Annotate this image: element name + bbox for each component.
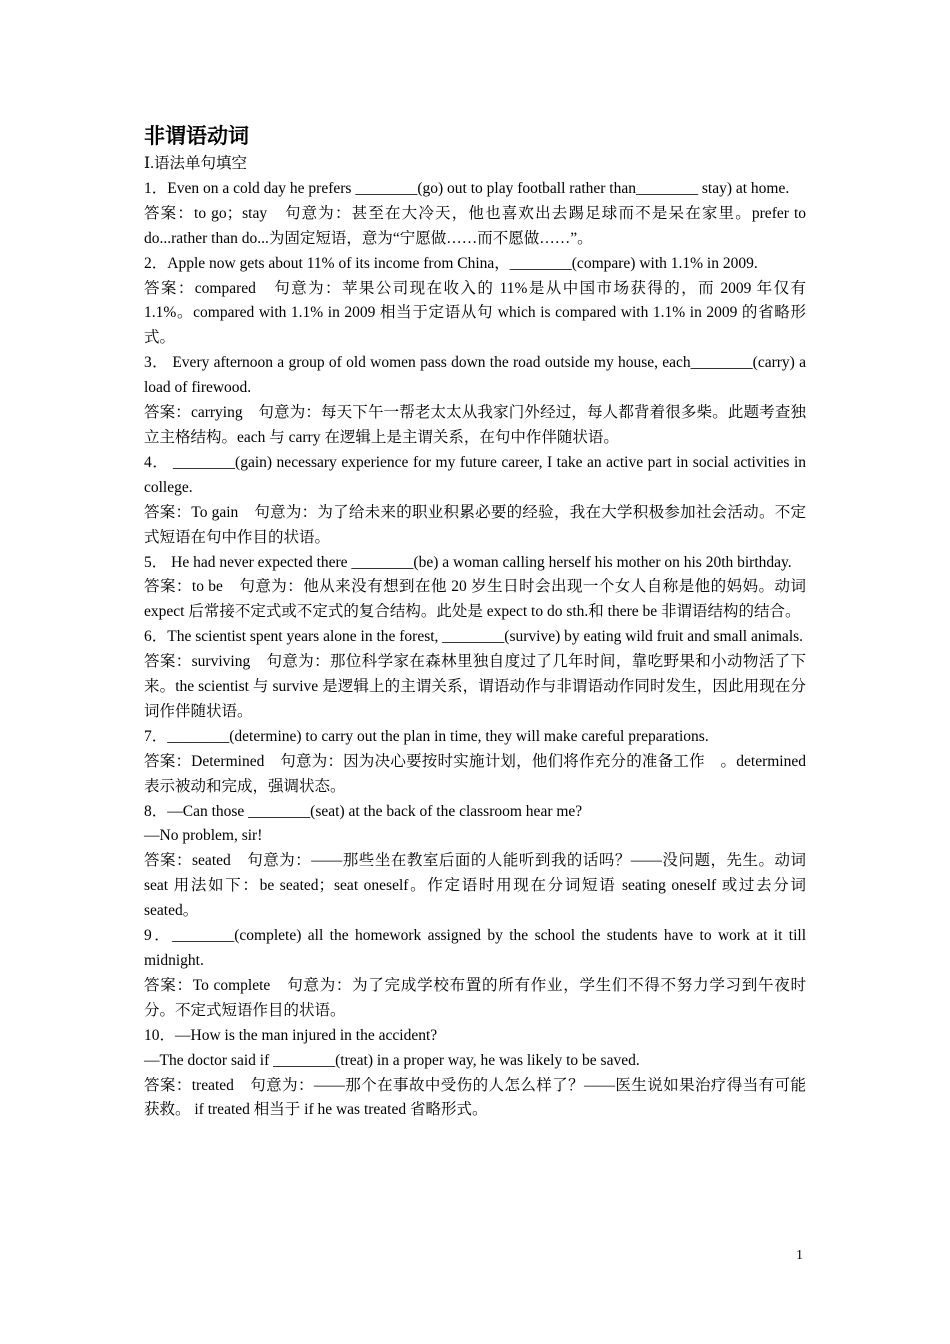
question-4: 4． ________(gain) necessary experience for my future career, I take an active part in social activities in college. <box>144 453 806 496</box>
answer-8: 答案：seated 句意为：——那些坐在教室后面的人能听到我的话吗？——没问题，先生。动词 seat 用法如下：be seated；seat oneself。作定语时用现在分词短语 seating oneself 或过去分词 seated。 <box>144 852 806 920</box>
question-10: 10．—How is the man injured in the accident? <box>144 1026 438 1044</box>
question-6: 6．The scientist spent years alone in the forest, ________(survive) by eating wild fruit and small animals. <box>144 628 804 646</box>
question-3: 3． Every afternoon a group of old women pass down the road outside my house, each________(carry) a load of firewood. <box>144 354 806 397</box>
answer-2: 答案：compared 句意为：苹果公司现在收入的 11%是从中国市场获得的，而 2009 年仅有 1.1%。compared with 1.1% in 2009 相当于定语从句 which is compared with 1.1% in 2009 的省略形式。 <box>144 279 806 347</box>
reply-8: —No problem, sir! <box>144 827 263 845</box>
answer-3: 答案：carrying 句意为：每天下午一帮老太太从我家门外经过，每人都背着很多柴。此题考查独立主格结构。each 与 carry 在逻辑上是主谓关系，在句中作伴随状语。 <box>144 404 806 446</box>
answer-5: 答案：to be 句意为：他从来没有想到在他 20 岁生日时会出现一个女人自称是他的妈妈。动词 expect 后常接不定式或不定式的复合结构。此处是 expect to do sth.和 there be 非谓语结构的结合。 <box>144 578 806 621</box>
question-2: 2．Apple now gets about 11% of its income from China，________(compare) with 1.1% in 2009. <box>144 254 758 272</box>
question-7: 7．________(determine) to carry out the plan in time, they will make careful preparations. <box>144 727 709 745</box>
section-heading: Ⅰ.语法单句填空 <box>144 155 247 172</box>
question-5: 5． He had never expected there ________(be) a woman calling herself his mother on his 20th birthday. <box>144 553 792 571</box>
answer-7: 答案：Determined 句意为：因为决心要按时实施计划，他们将作充分的准备工作 。determined 表示被动和完成，强调状态。 <box>144 752 806 795</box>
question-9: 9．________(complete) all the homework assigned by the school the students have to work at it till midnight. <box>144 927 806 969</box>
answer-10: 答案：treated 句意为：——那个在事故中受伤的人怎么样了？——医生说如果治疗得当有可能获救。 if treated 相当于 if he was treated 省略形式。 <box>144 1076 806 1119</box>
question-1: 1．Even on a cold day he prefers ________(go) out to play football rather than________ stay) at home. <box>144 179 790 197</box>
answer-1: 答案：to go；stay 句意为：甚至在大冷天，他也喜欢出去踢足球而不是呆在家里。prefer to do...rather than do...为固定短语，意为“宁愿做……而不愿做……”。 <box>144 204 806 247</box>
answer-9: 答案：To complete 句意为：为了完成学校布置的所有作业，学生们不得不努力学习到午夜时分。不定式短语作目的状语。 <box>144 976 806 1019</box>
reply-10: —The doctor said if ________(treat) in a proper way, he was likely to be saved. <box>144 1051 640 1069</box>
answer-6: 答案：surviving 句意为：那位科学家在森林里独自度过了几年时间，靠吃野果和小动物活了下来。the scientist 与 survive 是逻辑上的主谓关系，谓语动作与非谓语动作同时发生，因此用现在分词作伴随状语。 <box>144 653 806 720</box>
document-body <box>144 122 806 1123</box>
answer-4: 答案：To gain 句意为：为了给未来的职业积累必要的经验，我在大学积极参加社会活动。不定式短语在句中作目的状语。 <box>144 503 806 546</box>
question-8: 8．—Can those ________(seat) at the back of the classroom hear me? <box>144 802 583 820</box>
page-number: 1 <box>796 1248 803 1263</box>
page-title: 非谓语动词 <box>144 124 249 148</box>
